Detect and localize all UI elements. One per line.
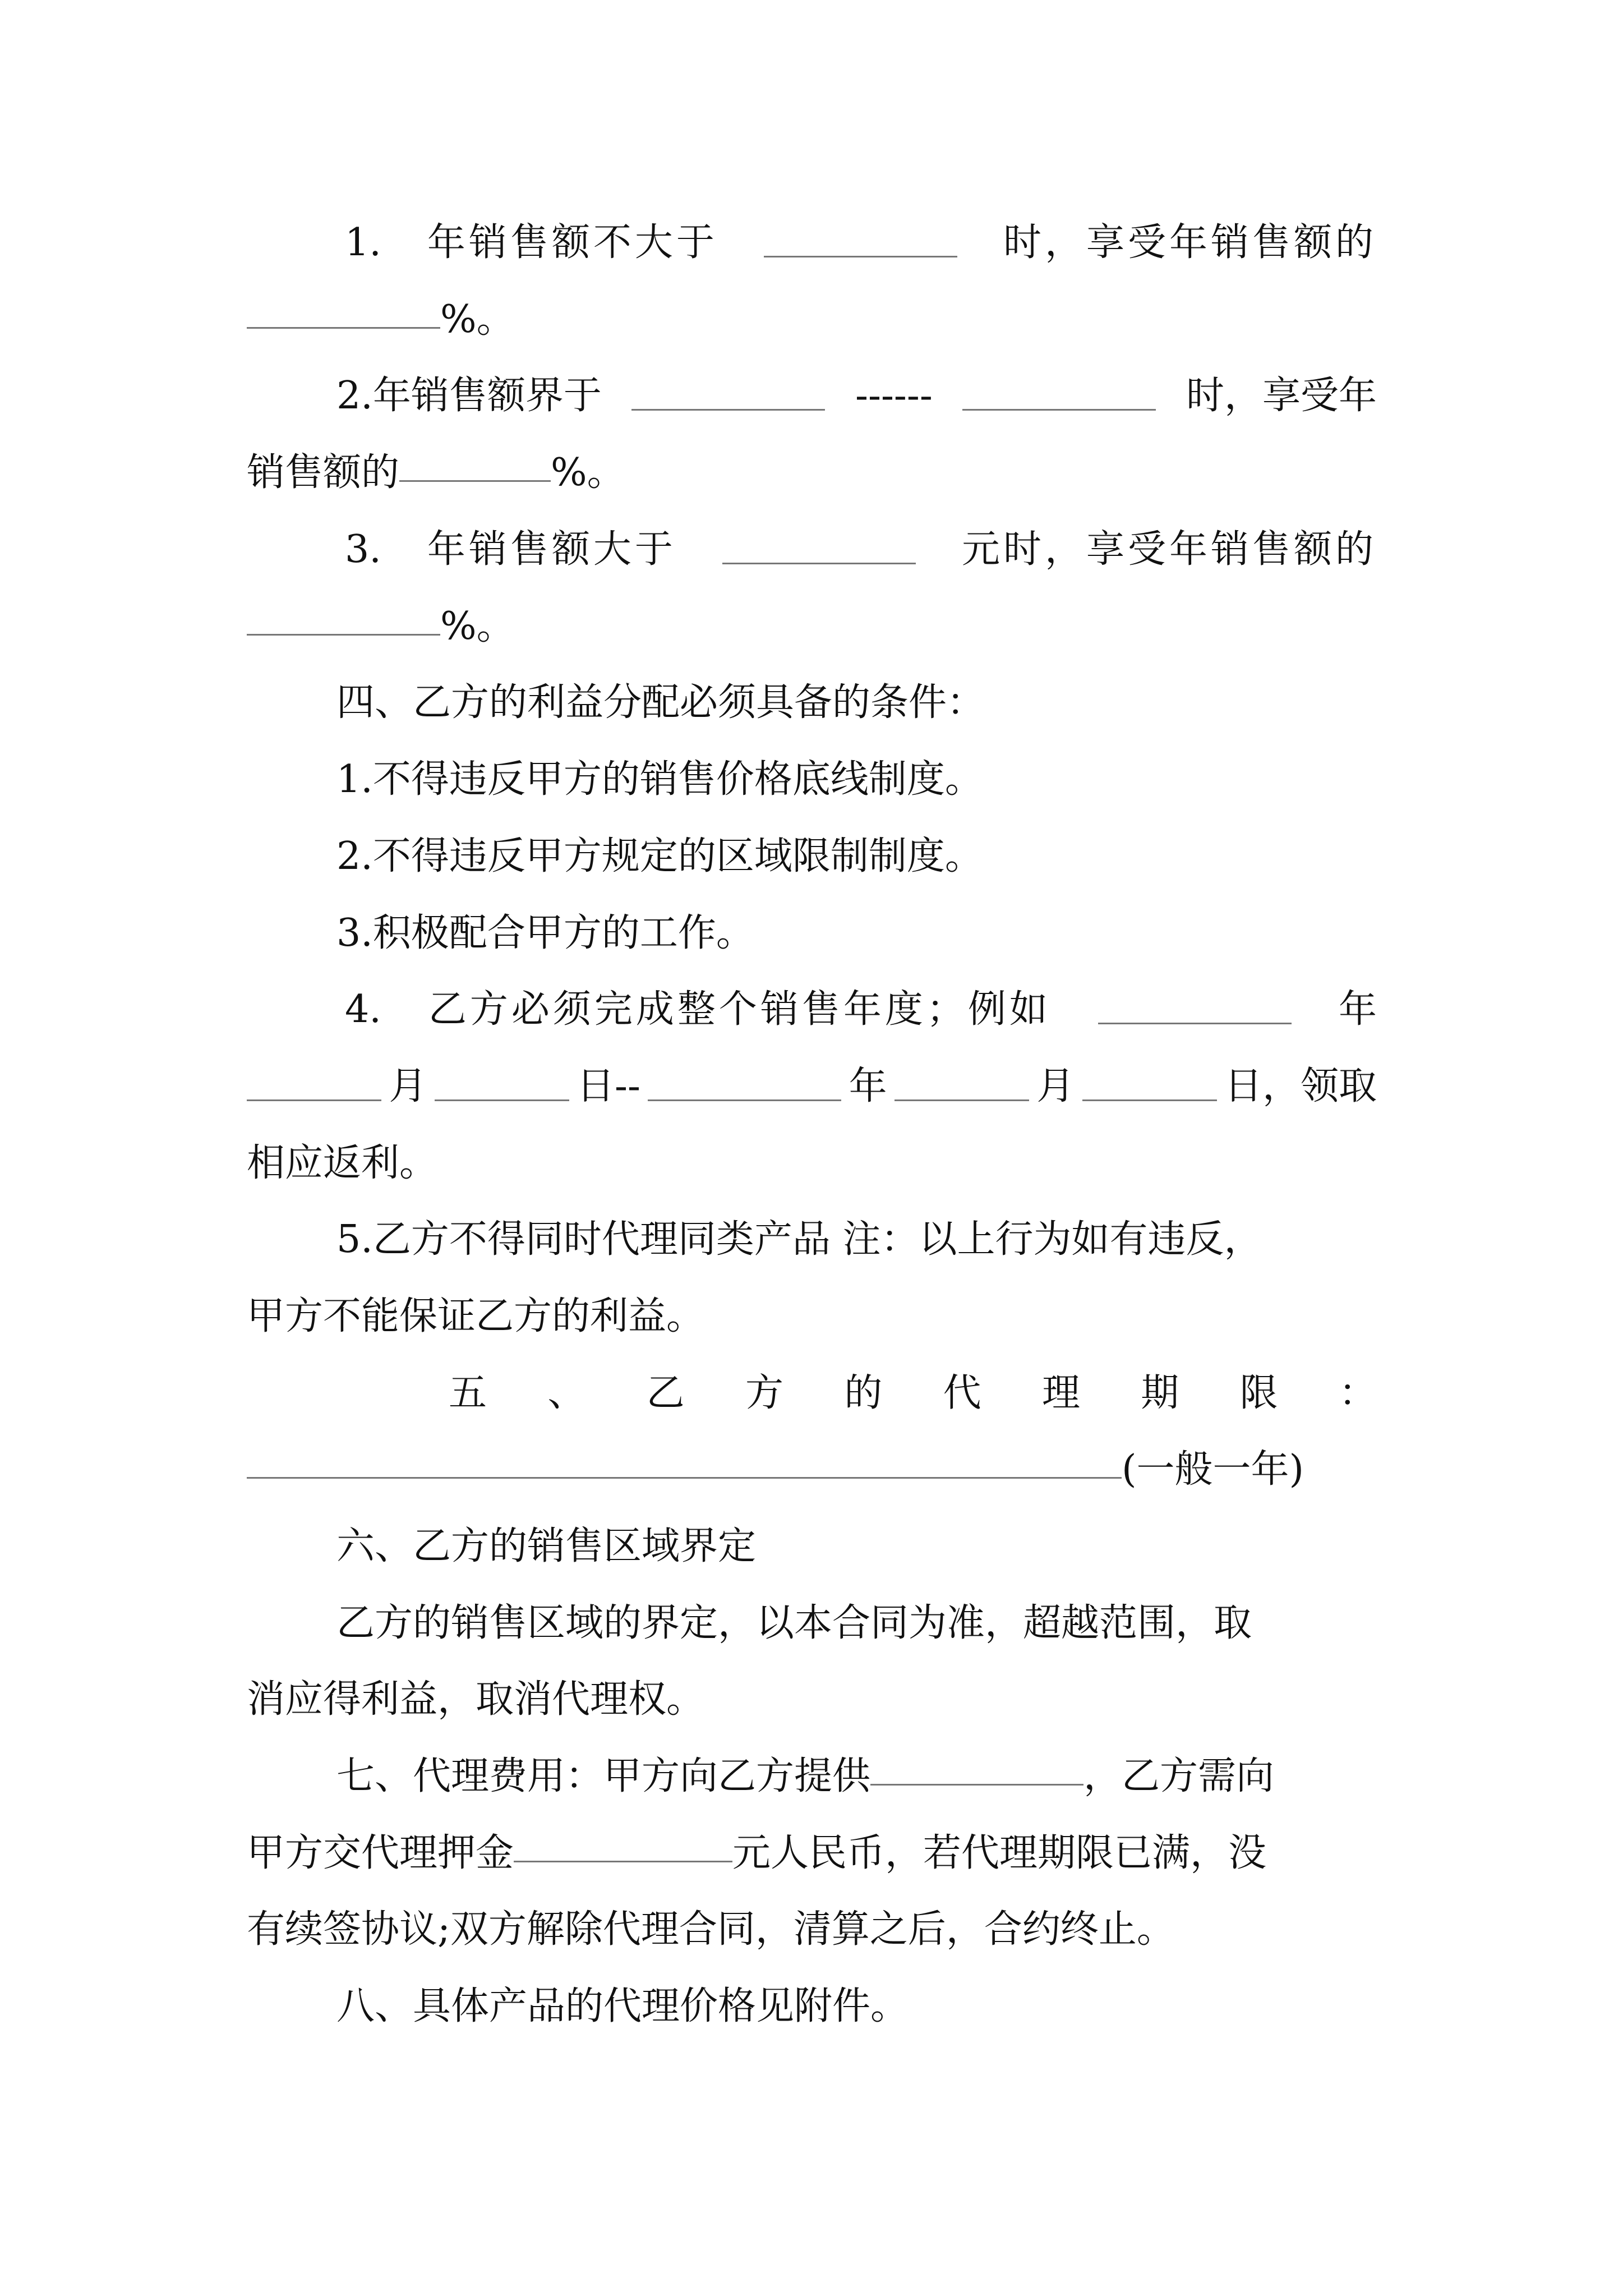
tier2-percent: %。: [551, 450, 625, 495]
section-4-item-4: [345, 976, 1377, 1043]
tier3-text-2: 元时，享受年销售额的: [961, 527, 1377, 572]
s7-text-d: 元人民币，若代理期限已满，没: [732, 1831, 1267, 1875]
section-4-item-5: 5.乙方不得同时代理同类产品 注：以上行为如有违反，: [336, 1217, 1262, 1262]
tier2-dash: ------: [855, 374, 933, 418]
s5-char: 五: [449, 1371, 487, 1415]
agency-term-note: (一般一年): [1122, 1447, 1304, 1492]
tier3-line-2: [247, 593, 1377, 660]
item-4-month: 月: [389, 1064, 427, 1108]
s5-char: 理: [1041, 1371, 1080, 1415]
section-4-item-3: 3.积极配合甲方的工作。: [336, 911, 754, 955]
item-4-year-2: 年: [849, 1064, 887, 1108]
end-day-blank[interactable]: [1082, 1066, 1217, 1101]
section-6-title: 六、乙方的销售区域界定: [336, 1524, 757, 1568]
end-year-blank[interactable]: [648, 1066, 841, 1101]
tier3-percent: %。: [440, 604, 515, 648]
tier2-lower-blank[interactable]: [631, 375, 825, 411]
tier2-line-2: [247, 439, 1377, 507]
tier1-number: 1.: [345, 220, 381, 265]
s5-char: 限: [1239, 1371, 1278, 1415]
s5-char: 期: [1141, 1371, 1179, 1415]
section-4-item-1: 1.不得违反甲方的销售价格底线制度。: [336, 757, 983, 802]
start-day-blank[interactable]: [435, 1066, 569, 1101]
agency-term-blank[interactable]: [247, 1443, 1122, 1479]
s5-char: ：: [1338, 1371, 1377, 1415]
tier2-percent-blank[interactable]: [399, 447, 551, 482]
tier1-line: [345, 209, 1377, 277]
s5-char: 的: [844, 1371, 883, 1415]
section-5-title: [449, 1360, 1377, 1427]
s7-text-b: ，乙方需向: [1083, 1754, 1275, 1798]
end-month-blank[interactable]: [895, 1066, 1029, 1101]
item-4-month-2: 月: [1036, 1064, 1075, 1108]
s5-char: 代: [943, 1371, 981, 1415]
section-6-paragraph-2: 消应得利益，取消代理权。: [247, 1677, 705, 1722]
tier2-text: 2.年销售额界于: [336, 374, 602, 418]
tier1-percent: %。: [440, 297, 515, 342]
deposit-amount-blank[interactable]: [514, 1827, 732, 1862]
s7-text-c: 甲方交代理押金: [247, 1831, 514, 1875]
section-4-item-4-line-2: [247, 1053, 1377, 1120]
tier3-amount-blank[interactable]: [722, 529, 916, 564]
section-4-title: 四、乙方的利益分配必须具备的条件：: [336, 680, 985, 725]
section-6-paragraph: 乙方的销售区域的界定，以本合同为准，超越范围，取: [336, 1601, 1252, 1645]
s5-char: 方: [745, 1371, 783, 1415]
section-8: 八、具体产品的代理价格见附件。: [336, 1984, 909, 2028]
section-7-line: [336, 1743, 1377, 1810]
tier2-line: [336, 362, 1377, 430]
s7-text-a: 七、代理费用：甲方向乙方提供: [336, 1754, 871, 1798]
section-4-item-2: 2.不得违反甲方规定的区域限制制度。: [336, 834, 983, 878]
tier3-text: 年销售额大于: [427, 527, 676, 572]
tier1-percent-blank[interactable]: [247, 293, 440, 329]
section-4-item-4-line-3: 相应返利。: [247, 1141, 438, 1185]
tier2-text-2: 时，享受年: [1186, 374, 1377, 418]
tier3-percent-blank[interactable]: [247, 600, 440, 636]
section-7-line-3: 有续签协议;双方解除代理合同，清算之后，合约终止。: [247, 1907, 1175, 1952]
section-5-line-2: [247, 1436, 1377, 1503]
section-7-line-2: [247, 1820, 1377, 1887]
item-4-day: 日--: [577, 1064, 640, 1108]
item-4-year: 年: [1338, 987, 1377, 1032]
s5-char: 、: [547, 1371, 586, 1415]
tier1-line-2: [247, 286, 1377, 353]
item-4-text: 乙方必须完成整个销售年度；例如: [428, 987, 1051, 1032]
start-year-blank[interactable]: [1098, 989, 1292, 1024]
provided-items-blank[interactable]: [870, 1750, 1083, 1786]
start-month-blank[interactable]: [247, 1066, 381, 1101]
tier1-text: 年销售额不大于: [427, 220, 718, 265]
s5-char: 乙: [646, 1371, 685, 1415]
tier3-line: [345, 516, 1377, 583]
item-4-number: 4.: [345, 987, 381, 1032]
tier1-amount-blank[interactable]: [764, 222, 957, 257]
item-4-day-2: 日，领取: [1224, 1064, 1377, 1108]
tier2-upper-blank[interactable]: [962, 375, 1156, 411]
tier2-text-3: 销售额的: [247, 450, 400, 495]
section-4-item-5-line-2: 甲方不能保证乙方的利益。: [247, 1294, 705, 1338]
tier3-number: 3.: [345, 527, 381, 572]
tier1-text-2: 时，享受年销售额的: [1003, 220, 1377, 265]
